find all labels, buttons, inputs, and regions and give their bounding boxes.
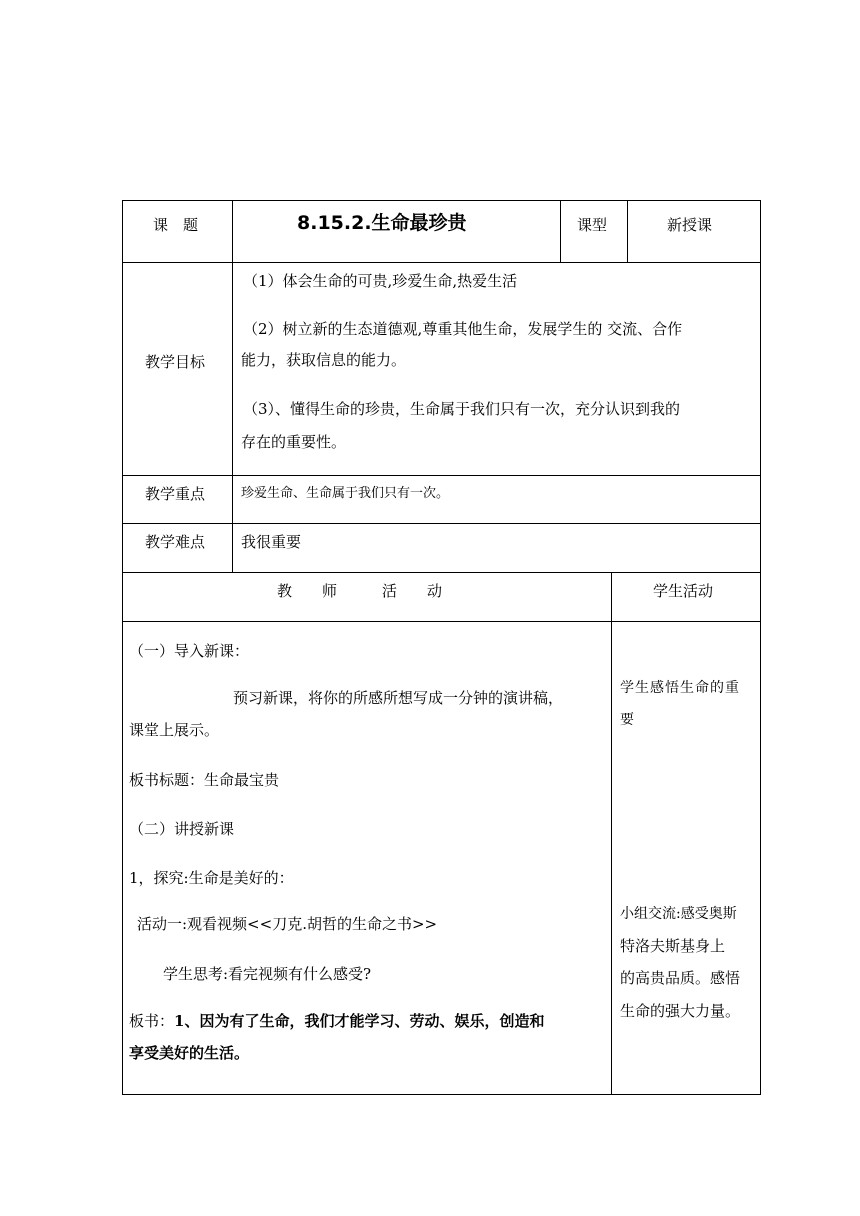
row-divider (123, 523, 760, 524)
student-note2-line4: 生命的强大力量。 (620, 1002, 741, 1020)
student-think: 学生思考:看完视频有什么感受? (163, 965, 372, 983)
row-divider (123, 475, 760, 476)
activity-one: 活动一:观看视频<<刀克.胡哲的生命之书>> (137, 915, 438, 933)
student-activity-header: 学生活动 (653, 582, 714, 600)
teacher-activity-header: 教 师 活 动 (277, 582, 443, 600)
type-value: 新授课 (667, 216, 713, 234)
lesson-title: 8.15.2.生命最珍贵 (297, 212, 467, 234)
objectives-label: 教学目标 (145, 353, 206, 371)
preview-line1: 预习新课，将你的所感所想写成一分钟的演讲稿， (233, 689, 564, 707)
row-divider (123, 262, 760, 263)
column-divider (627, 201, 628, 262)
student-note2-line2: 特洛夫斯基身上 (620, 937, 726, 955)
section-lecture: （二）讲授新课 (129, 820, 235, 838)
student-note2-line3: 的高贵品质。感悟 (620, 969, 741, 987)
objective-3-line2: 存在的重要性。 (241, 433, 347, 451)
row-divider (123, 572, 760, 573)
board-prefix: 板书： (129, 1012, 175, 1030)
board-line1 (129, 1011, 544, 1031)
key-points-value: 珍爱生命、生命属于我们只有一次。 (241, 486, 450, 501)
student-note2-line1: 小组交流:感受奥斯 (620, 906, 737, 922)
student-note1-line1: 学生感悟生命的重 (620, 680, 740, 696)
objective-3-line1: （3）、懂得生命的珍贵，生命属于我们只有一次，充分认识到我的 (243, 400, 681, 418)
student-note1-line2: 要 (620, 712, 634, 728)
explore-heading: 1，探究:生命是美好的： (129, 869, 294, 887)
board-title: 板书标题：生命最宝贵 (129, 771, 280, 789)
column-divider (232, 201, 233, 572)
objective-2-line2: 能力，获取信息的能力。 (241, 351, 407, 369)
lesson-plan-table (122, 200, 761, 1095)
board-text-line1: 1、因为有了生命，我们才能学习、劳动、娱乐，创造和 (174, 1012, 545, 1030)
objective-2-line1: （2）树立新的生态道德观,尊重其他生命，发展学生的 交流、合作 (243, 320, 683, 338)
difficulties-value: 我很重要 (241, 533, 302, 551)
column-divider (611, 572, 612, 1094)
objective-1: （1）体会生命的可贵,珍爱生命,热爱生活 (243, 272, 518, 290)
section-intro: （一）导入新课： (129, 642, 250, 660)
difficulties-label: 教学难点 (145, 533, 206, 551)
board-line2: 享受美好的生活。 (129, 1044, 250, 1062)
row-divider (123, 621, 760, 622)
preview-line2: 课堂上展示。 (129, 721, 220, 739)
topic-label: 课 题 (153, 216, 199, 234)
type-label: 课型 (577, 216, 608, 234)
column-divider (560, 201, 561, 262)
key-points-label: 教学重点 (145, 485, 206, 503)
